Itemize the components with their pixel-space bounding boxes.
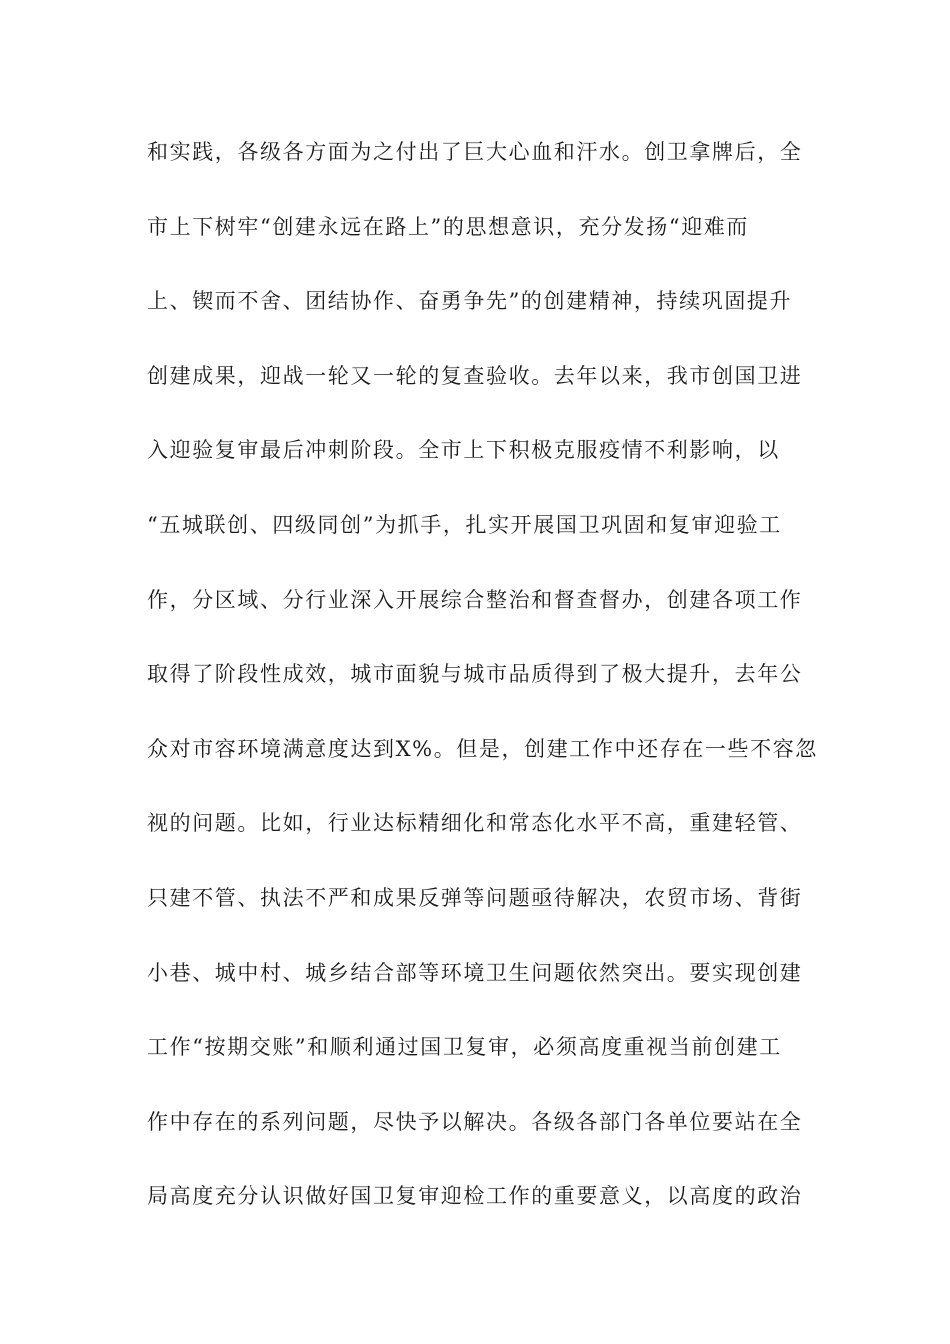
text-line: 工作“按期交账”和顺利通过国卫复审，必须高度重视当前创建工 <box>147 1035 782 1060</box>
text-line: 入迎验复审最后冲刺阶段。全市上下积极克服疫情不利影响，以 <box>147 438 780 463</box>
text-line: 只建不管、执法不严和成果反弹等问题亟待解决，农贸市场、背街 <box>147 885 803 910</box>
body-text <box>147 132 818 1251</box>
text-line: 作中存在的系列问题，尽快予以解决。各级各部门各单位要站在全 <box>147 1109 803 1134</box>
text-line: “五城联创、四级同创”为抓手，扎实开展国卫巩固和复审迎验工 <box>147 512 782 537</box>
text-line: 小巷、城中村、城乡结合部等环境卫生问题依然突出。要实现创建 <box>147 960 803 985</box>
text-line: 市上下树牢“创建永远在路上”的思想意识，充分发扬“迎难而 <box>147 214 750 239</box>
text-line: 和实践，各级各方面为之付出了巨大心血和汗水。创卫拿牌后，全 <box>147 140 803 164</box>
text-line: 取得了阶段性成效，城市面貌与城市品质得到了极大提升，去年公 <box>147 662 803 687</box>
text-line: 视的问题。比如，行业达标精细化和常态化水平不高，重建轻管、 <box>147 811 803 836</box>
text-line: 上、锲而不舍、团结协作、奋勇争先”的创建精神，持续巩固提升 <box>147 289 793 314</box>
text-line: 局高度充分认识做好国卫复审迎检工作的重要意义，以高度的政治 <box>147 1184 803 1209</box>
text-line: 作，分区域、分行业深入开展综合整治和督查督办，创建各项工作 <box>147 587 803 612</box>
text-line: 创建成果，迎战一轮又一轮的复查验收。去年以来，我市创国卫进 <box>147 363 803 388</box>
text-line: 众对市容环境满意度达到X%。但是，创建工作中还存在一些不容忽 <box>147 736 818 761</box>
